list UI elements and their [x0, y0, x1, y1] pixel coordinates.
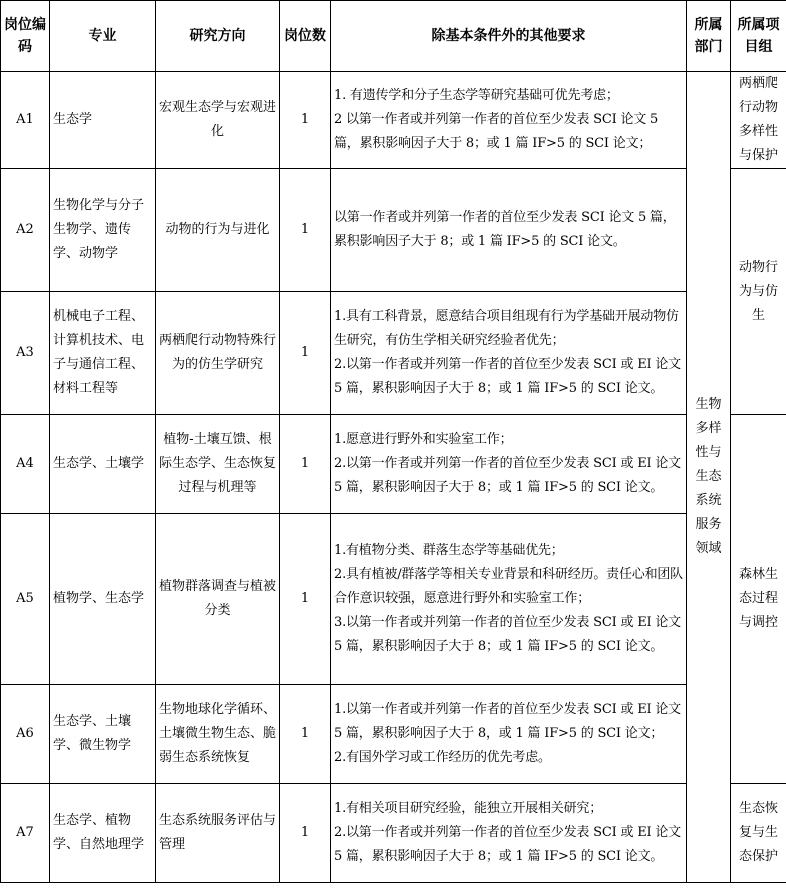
table-row: [1, 685, 786, 784]
table-row: [1, 169, 786, 292]
header-group: 所属项目组: [731, 1, 786, 72]
major-cell: 机械电子工程、计算机技术、电子与通信工程、材料工程等: [50, 292, 156, 415]
major-cell: 生态学、土壤学、微生物学: [50, 685, 156, 784]
position-code: A7: [1, 784, 50, 883]
requirement-line: 2.以第一作者或并列第一作者的首位至少发表 SCI 或 EI 论文 5 篇，累积影响因子大于 8；或 1 篇 IF>5 的 SCI 论文。: [334, 456, 681, 495]
direction-cell: 植物-土壤互馈、根际生态学、生态恢复过程与机理等: [156, 415, 280, 514]
table-row: [1, 514, 786, 685]
requirements-cell: [331, 292, 687, 415]
major-cell: 植物学、生态学: [50, 514, 156, 685]
requirement-line: 1.有植物分类、群落生态学等基础优先；: [334, 543, 564, 558]
requirement-line: 2.有国外学习或工作经历的优先考虑。: [334, 750, 551, 765]
position-count: 1: [280, 72, 331, 169]
requirements-cell: [331, 784, 687, 883]
position-code: A3: [1, 292, 50, 415]
requirements-cell: [331, 169, 687, 292]
group-cell: 动物行为与仿生: [731, 169, 786, 415]
major-cell: 生态学、植物学、自然地理学: [50, 784, 156, 883]
requirement-line: 2 以第一作者或并列第一作者的首位至少发表 SCI 论文 5 篇，累积影响因子大于 8；或 1 篇 IF>5 的 SCI 论文；: [334, 112, 659, 151]
requirements-cell: [331, 514, 687, 685]
position-count: 1: [280, 292, 331, 415]
header-major: 专业: [50, 1, 156, 72]
position-count: 1: [280, 415, 331, 514]
major-cell: 生态学、土壤学: [50, 415, 156, 514]
requirement-line: 1.有相关项目研究经验，能独立开展相关研究；: [334, 801, 603, 816]
header-requirements: 除基本条件外的其他要求: [331, 1, 687, 72]
requirements-cell: [331, 415, 687, 514]
requirement-line: 2.以第一作者或并列第一作者的首位至少发表 SCI 或 EI 论文 5 篇，累积影响因子大于 8；或 1 篇 IF>5 的 SCI 论文。: [334, 825, 681, 864]
requirement-line: 2.具有植被/群落学等相关专业背景和科研经历。责任心和团队合作意识较强，愿意进行野外和实验室工作；: [334, 567, 683, 606]
position-code: A4: [1, 415, 50, 514]
direction-cell: 宏观生态学与宏观进化: [156, 72, 280, 169]
group-cell: 两栖爬行动物多样性与保护: [731, 72, 786, 169]
position-code: A5: [1, 514, 50, 685]
table-row: [1, 72, 786, 169]
group-cell: 森林生态过程与调控: [731, 415, 786, 784]
position-code: A1: [1, 72, 50, 169]
requirement-line: 1.愿意进行野外和实验室工作；: [334, 432, 513, 447]
header-row: [1, 1, 786, 72]
table-row: [1, 292, 786, 415]
requirements-cell: [331, 72, 687, 169]
direction-cell: 两栖爬行动物特殊行为的仿生学研究: [156, 292, 280, 415]
header-direction: 研究方向: [156, 1, 280, 72]
requirement-line: 2.以第一作者或并列第一作者的首位至少发表 SCI 或 EI 论文 5 篇，累积影响因子大于 8；或 1 篇 IF>5 的 SCI 论文。: [334, 357, 681, 396]
header-count: 岗位数: [280, 1, 331, 72]
major-cell: 生物化学与分子生物学、遗传学、动物学: [50, 169, 156, 292]
major-cell: 生态学: [50, 72, 156, 169]
direction-cell: 植物群落调查与植被分类: [156, 514, 280, 685]
requirements-cell: [331, 685, 687, 784]
header-dept: 所属部门: [687, 1, 731, 72]
table-row: [1, 415, 786, 514]
requirement-line: 以第一作者或并列第一作者的首位至少发表 SCI 论文 5 篇，累积影响因子大于 8；或 1 篇 IF>5 的 SCI 论文。: [334, 210, 676, 249]
direction-cell: 生态系统服务评估与管理: [156, 784, 280, 883]
position-count: 1: [280, 784, 331, 883]
department-cell: 生物多样性与生态系统服务领域: [687, 72, 731, 883]
requirement-line: 1.具有工科背景，愿意结合项目组现有行为学基础开展动物仿生研究，有仿生学相关研究经验者优先；: [334, 309, 679, 348]
position-code: A6: [1, 685, 50, 784]
position-count: 1: [280, 169, 331, 292]
requirement-line: 3.以第一作者或并列第一作者的首位至少发表 SCI 或 EI 论文 5 篇，累积影响因子大于 8；或 1 篇 IF>5 的 SCI 论文。: [334, 615, 681, 654]
position-count: 1: [280, 514, 331, 685]
direction-cell: 生物地球化学循环、土壤微生物生态、脆弱生态系统恢复: [156, 685, 280, 784]
requirement-line: 1. 有遗传学和分子生态学等研究基础可优先考虑；: [334, 88, 619, 103]
direction-cell: 动物的行为与进化: [156, 169, 280, 292]
requirement-line: 1.以第一作者或并列第一作者的首位至少发表 SCI 或 EI 论文 5 篇，累积影响因子大于 8，或 1 篇 IF>5 的 SCI 论文；: [334, 702, 681, 741]
position-code: A2: [1, 169, 50, 292]
position-count: 1: [280, 685, 331, 784]
header-code: 岗位编码: [1, 1, 50, 72]
table-row: [1, 784, 786, 883]
group-cell: 生态恢复与生态保护: [731, 784, 786, 883]
